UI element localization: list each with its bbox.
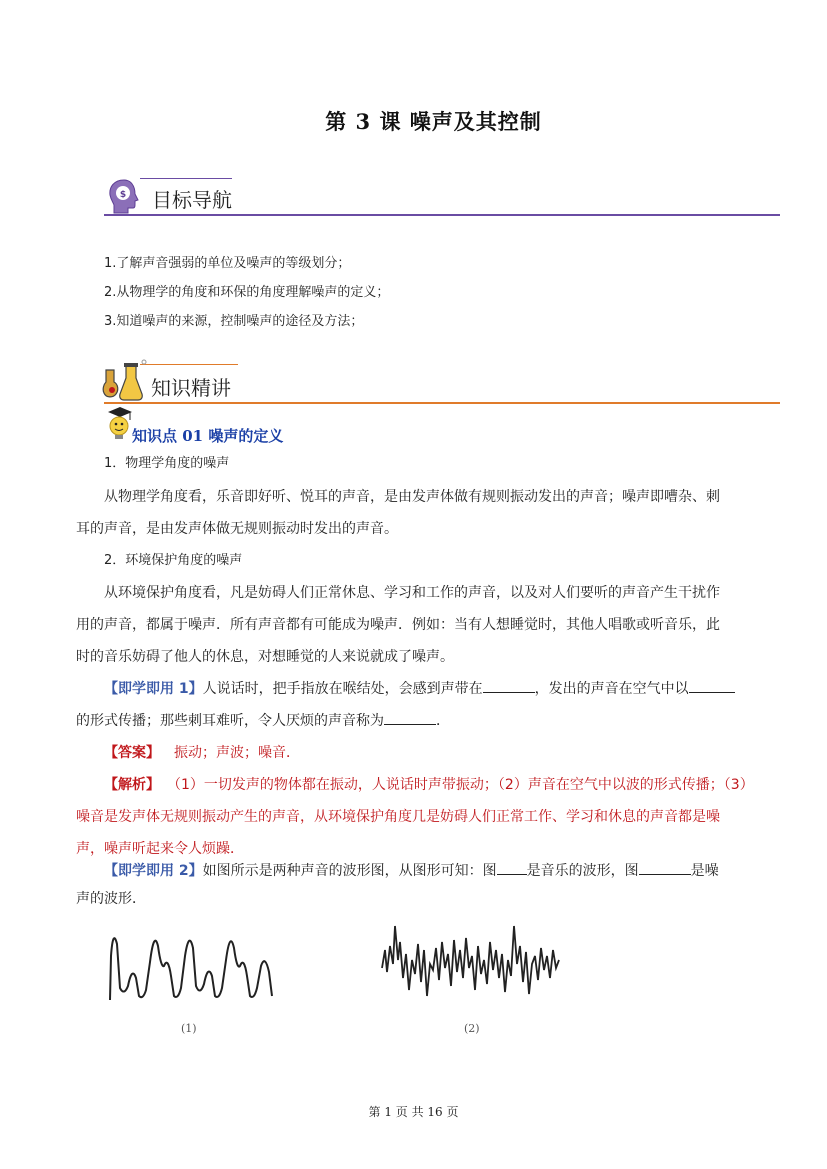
answer-tag: 【答案】 (104, 745, 160, 761)
answer-blank[interactable] (384, 710, 436, 725)
exercise1-line2 (76, 705, 450, 737)
svg-text:$: $ (119, 190, 127, 200)
waveform-music-figure (106, 926, 282, 1006)
exercise2-q1a: 如图所示是两种声音的波形图，从图形可知：图 (202, 863, 497, 879)
exercise2-tag: 【即学即用 2】 (104, 863, 203, 879)
sub2-para-line1: 从环境保护角度看，凡是妨碍人们正常休息、学习和工作的声音，以及对人们要听的声音产生干扰作 (104, 585, 720, 601)
goal-item-3: 3.知道噪声的来源，控制噪声的途径及方法； (104, 314, 364, 329)
sub2-para-line2: 用的声音，都属于噪声．所有声音都有可能成为噪声．例如：当有人想睡觉时，其他人唱歌或听音乐，此 (76, 617, 720, 633)
answer-blank[interactable] (689, 678, 735, 693)
brain-head-icon (104, 176, 144, 216)
page-title: 第 3 课 噪声及其控制 (325, 109, 542, 134)
section-top-rule-2 (140, 364, 238, 365)
exercise1-analysis-line2: 噪音是发声体无规则振动产生的声音，从环境保护角度几是妨碍人们正常工作、学习和休息的声音都是噪 (76, 809, 720, 825)
answer-blank[interactable] (497, 860, 527, 875)
section-rule-goals (104, 214, 780, 216)
answer-text: 振动；声波；噪音． (174, 745, 300, 761)
goal-item-2: 2.从物理学的角度和环保的角度理解噪声的定义； (104, 285, 390, 300)
sub1-para-line1: 从物理学角度看，乐音即好听、悦耳的声音，是由发声体做有规则振动发出的声音；噪声即嘈杂、刺 (104, 489, 720, 505)
sub1-para-line2: 耳的声音，是由发声体做无规则振动时发出的声音。 (76, 521, 398, 537)
exercise2-line1 (104, 855, 719, 887)
exercise2-q1c: 是噪 (690, 863, 719, 879)
analysis-tag: 【解析】 (104, 777, 160, 793)
exercise1-q2b: ． (436, 713, 450, 729)
sub2-heading: 2．环境保护角度的噪声 (104, 553, 243, 568)
figure-caption-1: (1) (181, 1022, 197, 1035)
goal-item-1: 1.了解声音强弱的单位及噪声的等级划分； (104, 256, 351, 271)
exercise1-q1b: ，发出的声音在空气中以 (534, 681, 689, 697)
exercise2-line2: 声的波形． (76, 891, 146, 907)
sub1-heading: 1．物理学角度的噪声 (104, 456, 230, 471)
section-top-rule (140, 178, 232, 179)
exercise1-answer (104, 737, 300, 769)
exercise1-analysis-line1 (104, 769, 754, 801)
exercise1-line1 (104, 673, 735, 705)
analysis-text-1: （1）一切发声的物体都在振动，人说话时声带振动；（2）声音在空气中以波的形式传播；（3） (174, 777, 754, 793)
waveform-noise-figure (378, 920, 564, 1004)
exercise1-q1a: 人说话时，把手指放在喉结处，会感到声带在 (202, 681, 483, 697)
section-rule-knowledge (104, 402, 780, 404)
graduate-bulb-icon (104, 404, 134, 442)
exercise2-q1b: 是音乐的波形，图 (526, 863, 639, 879)
figure-caption-2: (2) (464, 1022, 480, 1035)
sub2-para-line3: 时的音乐妨碍了他人的休息，对想睡觉的人来说就成了噪声。 (76, 649, 454, 665)
section-label-knowledge: 知识精讲 (151, 376, 231, 400)
section-label-goals: 目标导航 (152, 188, 232, 212)
page-footer: 第 1 页 共 16 页 (368, 1105, 459, 1119)
answer-blank[interactable] (483, 678, 535, 693)
knowledge-point-title: 知识点 01 噪声的定义 (132, 427, 284, 445)
exercise1-q2a: 的形式传播；那些刺耳难听，令人厌烦的声音称为 (76, 713, 384, 729)
answer-blank[interactable] (639, 860, 691, 875)
exercise1-analysis-line3: 声，噪声听起来令人烦躁． (76, 841, 244, 857)
flask-icon (100, 358, 148, 402)
exercise1-tag: 【即学即用 1】 (104, 681, 203, 697)
